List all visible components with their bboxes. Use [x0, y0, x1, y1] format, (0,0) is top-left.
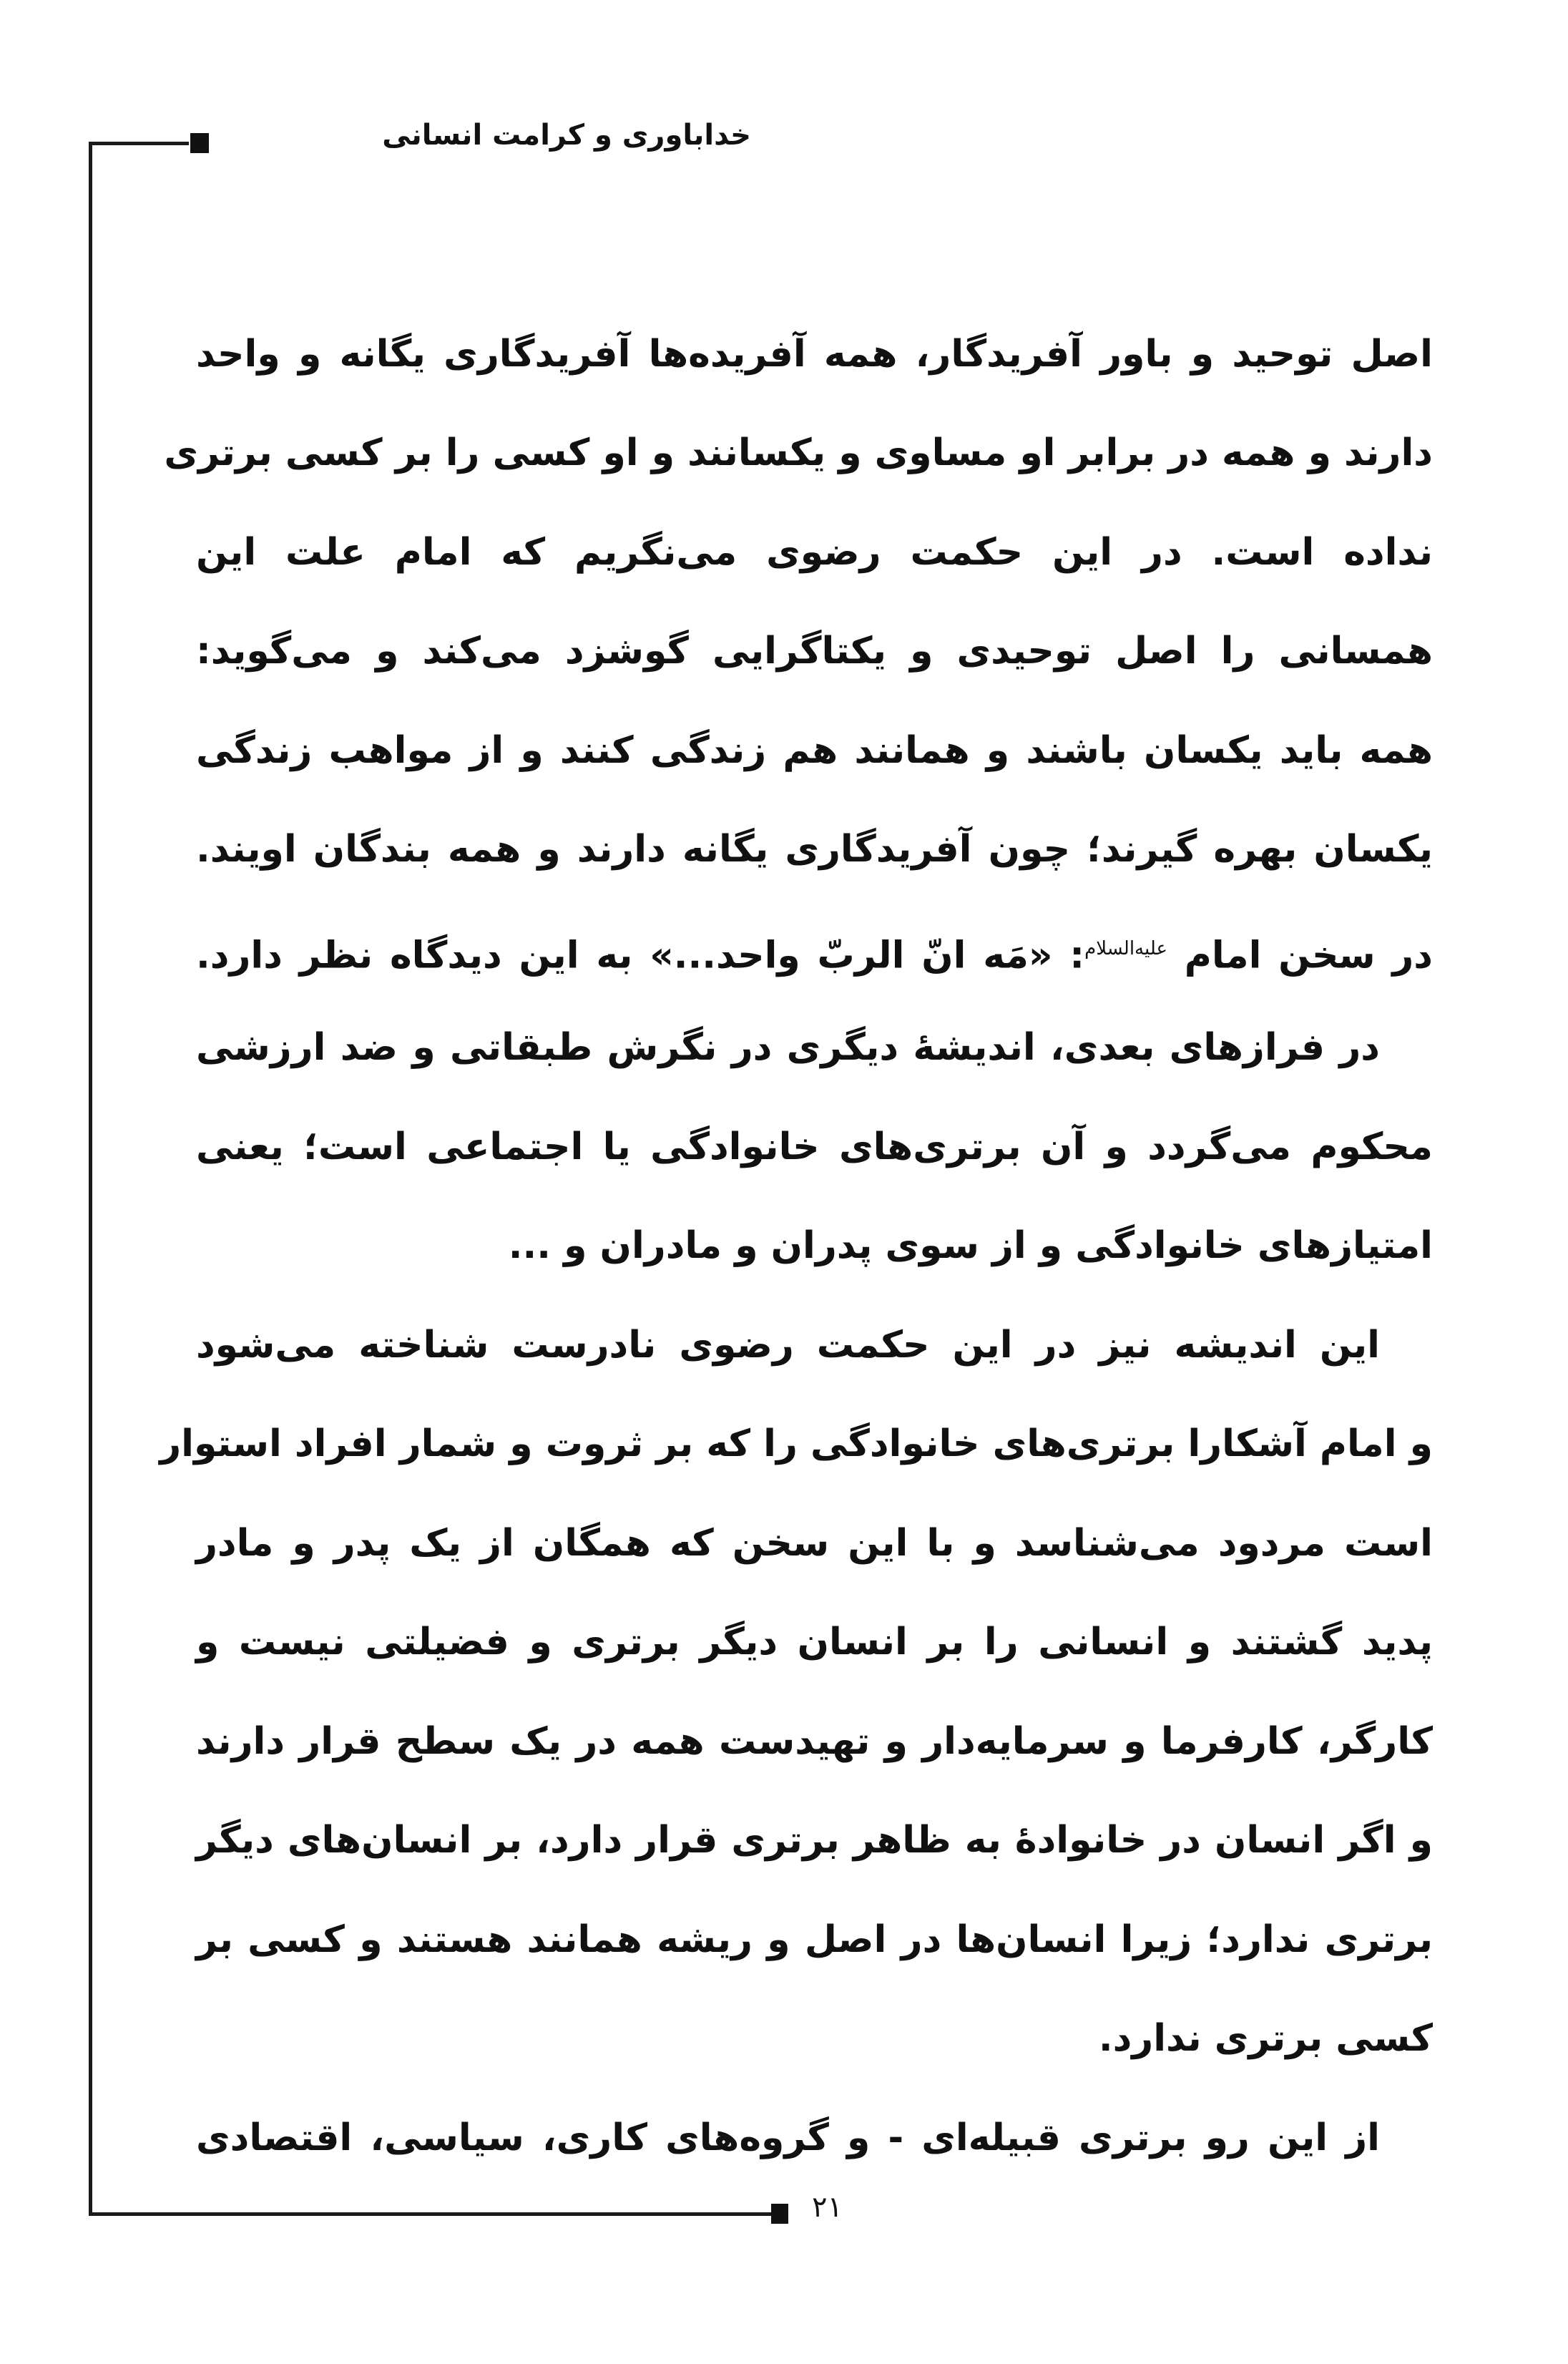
line-text-before: در سخن امام	[1184, 934, 1433, 977]
text-line: همه باید یکسان باشند و همانند هم زندگی کنند و از مواهب زندگی	[196, 729, 1433, 772]
text-line: و امام آشکارا برتری‌های خانوادگی را که بر ثروت و شمار افراد استوار	[160, 1422, 1433, 1465]
text-line: است مردود می‌شناسد و با این سخن که همگان از یک پدر و مادر	[196, 1522, 1433, 1565]
text-line-paragraph-start: این اندیشه نیز در این حکمت رضوی نادرست شناخته می‌شود	[196, 1324, 1380, 1367]
footer-rule	[89, 2212, 772, 2216]
text-line-paragraph-start: در فرازهای بعدی، اندیشهٔ دیگری در نگرش طبقاتی و ضد ارزشی	[196, 1026, 1380, 1069]
text-line-paragraph-end: کسی برتری ندارد.	[1098, 2017, 1433, 2060]
text-line: برتری ندارد؛ زیرا انسان‌ها در اصل و ریشه همانند هستند و کسی بر	[196, 1918, 1433, 1961]
text-line: اصل توحید و باور آفریدگار، همه آفریده‌ها آفریدگاری یگانه و واحد	[196, 333, 1433, 376]
text-line: کارگر، کارفرما و سرمایه‌دار و تهیدست همه در یک سطح قرار دارند	[196, 1720, 1433, 1763]
page-frame-left-rule	[89, 142, 92, 2215]
text-line: محکوم می‌گردد و آن برتری‌های خانوادگی یا اجتماعی است؛ یعنی	[196, 1125, 1433, 1168]
footer-square-marker	[771, 2204, 788, 2224]
text-line-quote	[196, 913, 1433, 985]
text-line: و اگر انسان در خانوادهٔ به ظاهر برتری قرار دارد، بر انسان‌های دیگر	[196, 1819, 1433, 1862]
text-line-paragraph-end: امتیازهای خانوادگی و از سوی پدران و مادران و ...	[508, 1224, 1433, 1267]
text-line: نداده است. در این حکمت رضوی می‌نگریم که امام علت این	[196, 531, 1433, 574]
header-rule	[89, 142, 189, 145]
text-line: پدید گشتند و انسانی را بر انسان دیگر برتری و فضیلتی نیست و	[196, 1621, 1433, 1664]
text-line: همسانی را اصل توحیدی و یکتاگرایی گوشزد می‌کند و می‌گوید:	[196, 630, 1433, 673]
page-number: ۲۱	[812, 2191, 843, 2224]
text-line-paragraph-start: از این رو برتری قبیله‌ای - و گروه‌های کاری، سیاسی، اقتصادی	[196, 2116, 1380, 2159]
honorific-glyph: علیه‌السلام	[1084, 938, 1167, 959]
header-square-marker	[190, 133, 209, 153]
line-text-quote: : «مَه انّ الربّ واحد...» به این دیدگاه نظر دارد.	[196, 934, 1085, 977]
text-line: یکسان بهره گیرند؛ چون آفریدگاری یگانه دارند و همه بندگان اویند.	[196, 828, 1433, 871]
text-line: دارند و همه در برابر او مساوی و یکسانند و او کسی را بر کسی برتری	[164, 431, 1433, 474]
running-header-title: خداباوری و کرامت انسانی	[382, 119, 751, 152]
